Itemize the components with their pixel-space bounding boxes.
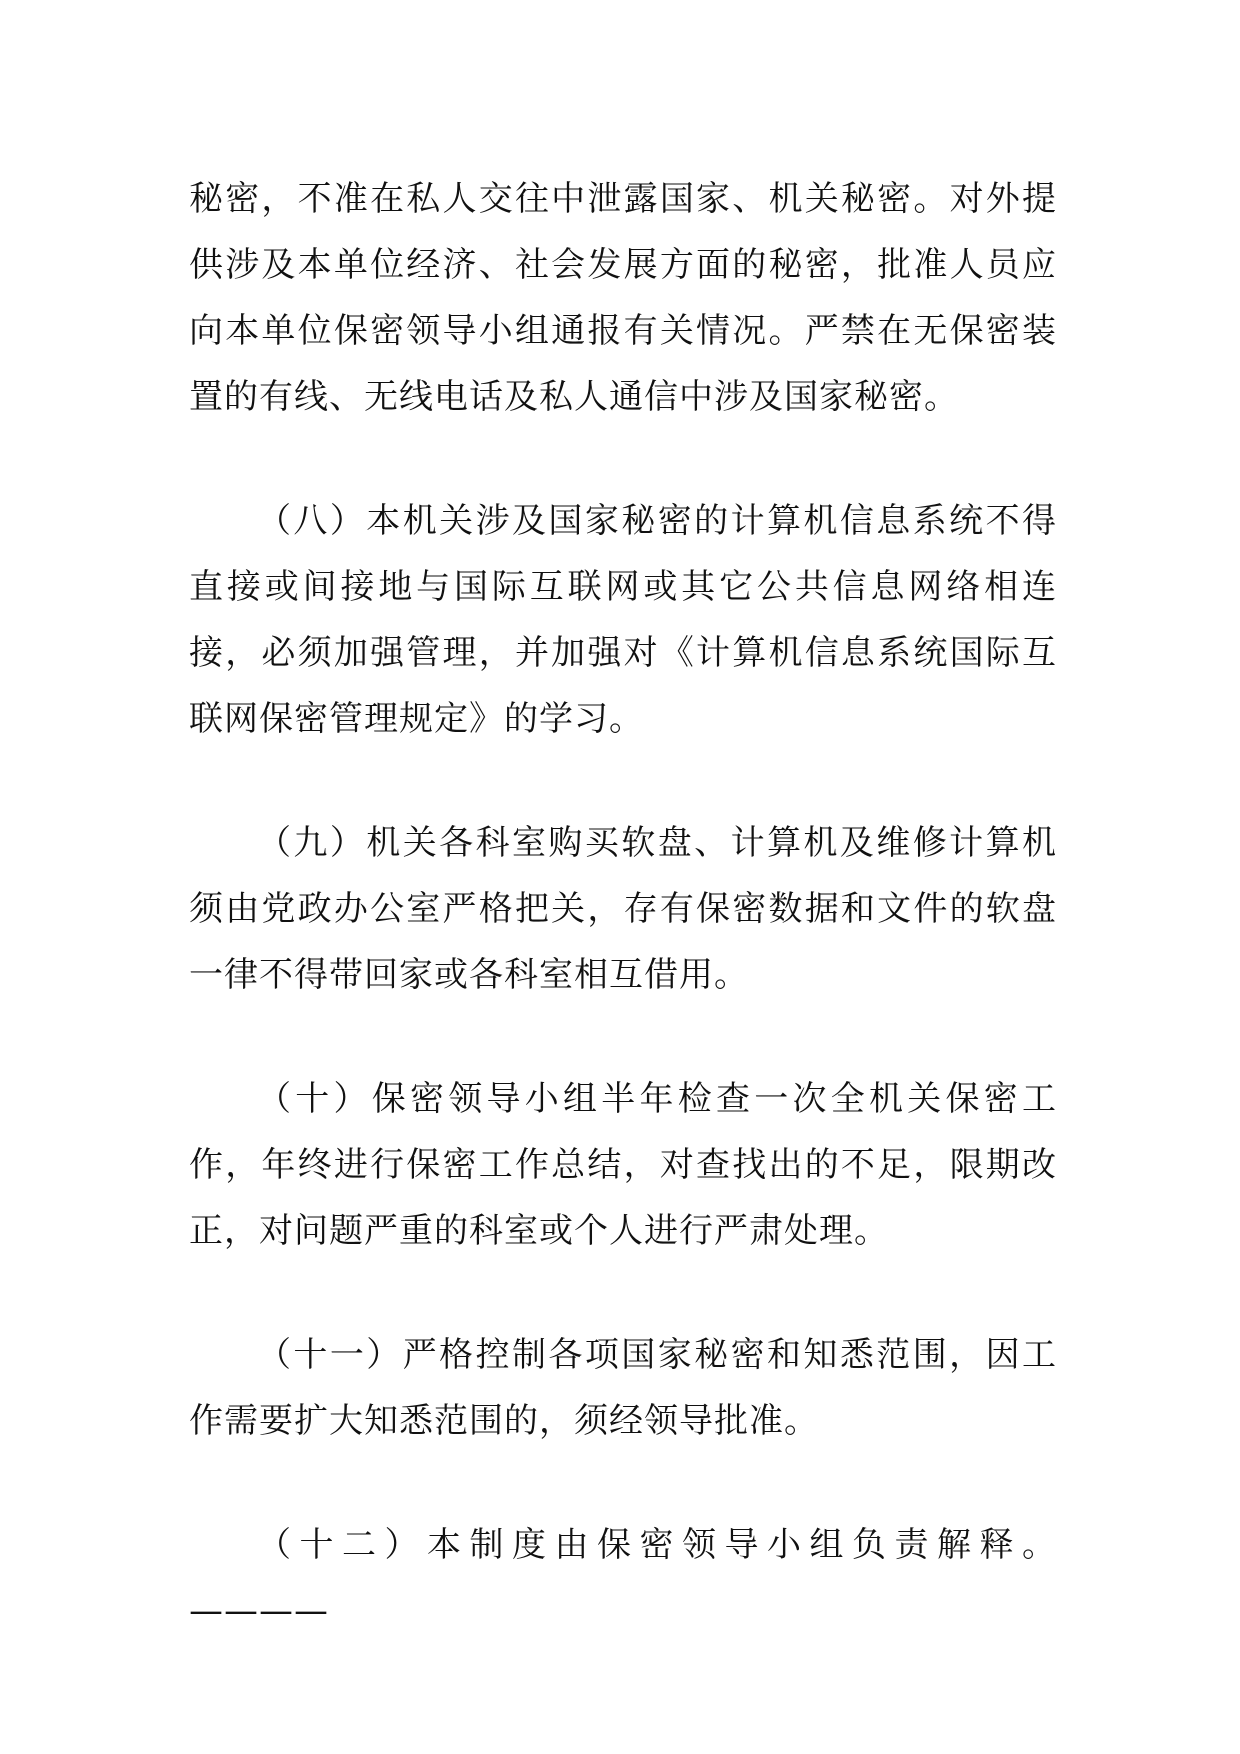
paragraph-item-8: （八）本机关涉及国家秘密的计算机信息系统不得直接或间接地与国际互联网或其它公共信息网络相连接，必须加强管理，并加强对《计算机信息系统国际互联网保密管理规定》的学习。 (189, 501, 1057, 739)
paragraph-continuation: 秘密，不准在私人交往中泄露国家、机关秘密。对外提供涉及本单位经济、社会发展方面的秘密，批准人员应向本单位保密领导小组通报有关情况。严禁在无保密装置的有线、无线电话及私人通信中涉及国家秘密。 (189, 179, 1057, 417)
paragraph-item-12: （十二）本制度由保密领导小组负责解释。———— (189, 1525, 1057, 1631)
paragraph-item-11: （十一）严格控制各项国家秘密和知悉范围，因工作需要扩大知悉范围的，须经领导批准。 (189, 1335, 1057, 1441)
paragraph-item-9: （九）机关各科室购买软盘、计算机及维修计算机须由党政办公室严格把关，存有保密数据和文件的软盘一律不得带回家或各科室相互借用。 (189, 823, 1057, 995)
paragraph-item-10: （十）保密领导小组半年检查一次全机关保密工作，年终进行保密工作总结，对查找出的不足，限期改正，对问题严重的科室或个人进行严肃处理。 (189, 1079, 1057, 1251)
